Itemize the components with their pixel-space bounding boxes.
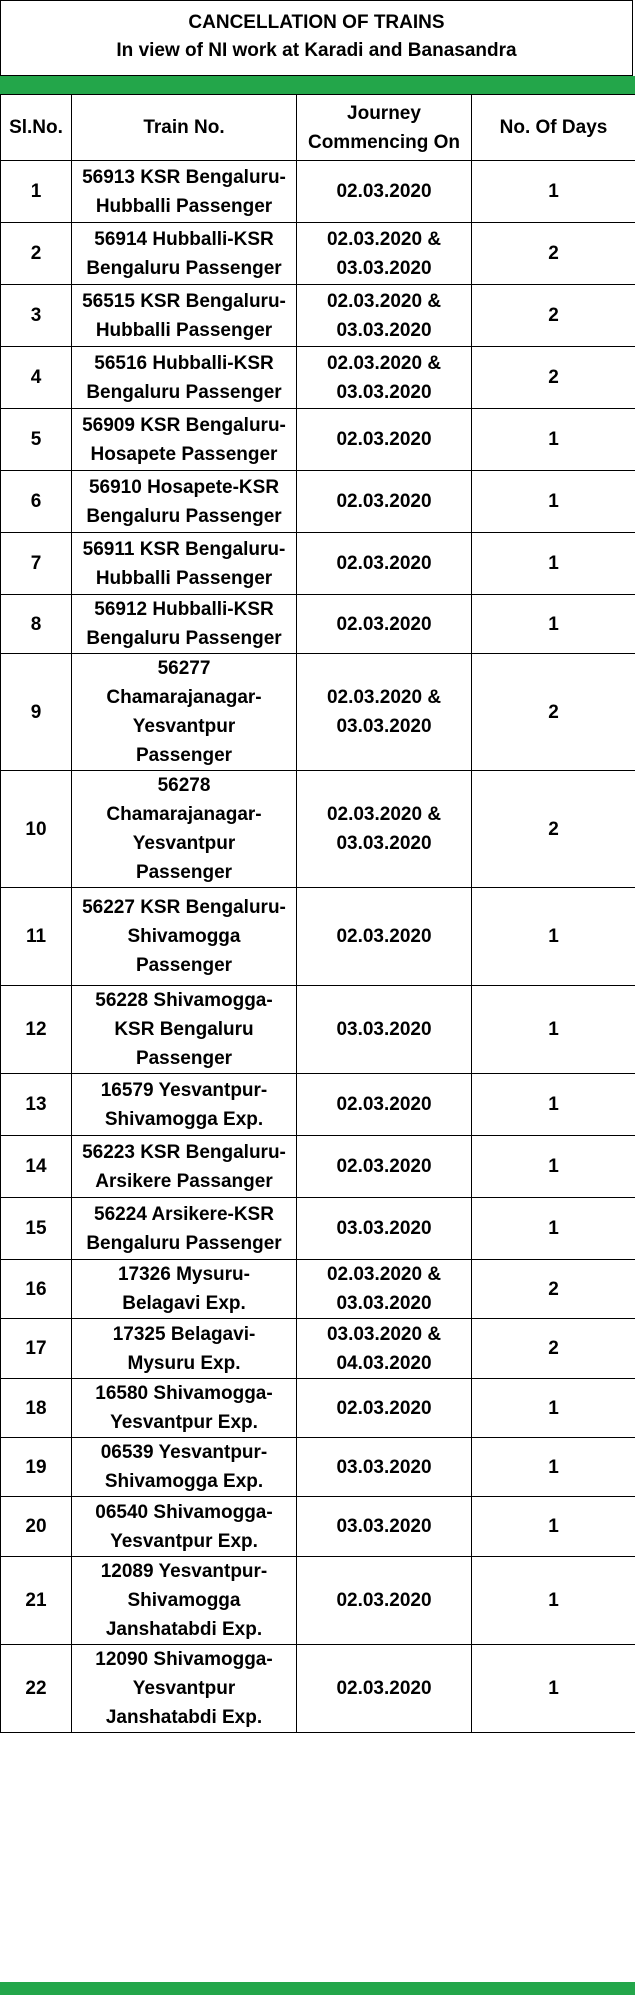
sl-no-cell: 15 bbox=[1, 1198, 72, 1260]
days-cell: 1 bbox=[472, 161, 635, 223]
days-cell: 2 bbox=[472, 285, 635, 347]
train-cell: 56224 Arsikere-KSR Bengaluru Passenger bbox=[72, 1198, 297, 1260]
days-cell: 1 bbox=[472, 1136, 635, 1198]
days-cell: 1 bbox=[472, 986, 635, 1074]
table-row bbox=[1, 654, 635, 771]
journey-date-cell: 03.03.2020 bbox=[297, 986, 472, 1074]
journey-date-cell: 02.03.2020 bbox=[297, 161, 472, 223]
sl-no-cell: 10 bbox=[1, 771, 72, 888]
sl-no-cell: 13 bbox=[1, 1074, 72, 1136]
table-row bbox=[1, 471, 635, 533]
sl-no-cell: 6 bbox=[1, 471, 72, 533]
table-row bbox=[1, 1136, 635, 1198]
sl-no-cell: 8 bbox=[1, 595, 72, 654]
table-row bbox=[1, 1198, 635, 1260]
train-cell: 56909 KSR Bengaluru- Hosapete Passenger bbox=[72, 409, 297, 471]
journey-date-cell: 02.03.2020 & 03.03.2020 bbox=[297, 285, 472, 347]
sl-no-cell: 20 bbox=[1, 1497, 72, 1557]
table-row bbox=[1, 1557, 635, 1645]
header-sl-no: Sl.No. bbox=[1, 95, 72, 161]
table-row bbox=[1, 1438, 635, 1497]
sl-no-cell: 22 bbox=[1, 1645, 72, 1733]
table-row bbox=[1, 223, 635, 285]
table-row bbox=[1, 1260, 635, 1319]
table-row bbox=[1, 1645, 635, 1733]
table-row bbox=[1, 285, 635, 347]
sl-no-cell: 12 bbox=[1, 986, 72, 1074]
journey-date-cell: 02.03.2020 bbox=[297, 533, 472, 595]
train-cell: 56910 Hosapete-KSR Bengaluru Passenger bbox=[72, 471, 297, 533]
sl-no-cell: 14 bbox=[1, 1136, 72, 1198]
table-row bbox=[1, 595, 635, 654]
table-row bbox=[1, 533, 635, 595]
train-cell: 56912 Hubballi-KSR Bengaluru Passenger bbox=[72, 595, 297, 654]
table-row bbox=[1, 347, 635, 409]
train-cell: 56223 KSR Bengaluru- Arsikere Passanger bbox=[72, 1136, 297, 1198]
sl-no-cell: 7 bbox=[1, 533, 72, 595]
train-cell: 06539 Yesvantpur- Shivamogga Exp. bbox=[72, 1438, 297, 1497]
table-row bbox=[1, 1319, 635, 1379]
table-row bbox=[1, 986, 635, 1074]
days-cell: 2 bbox=[472, 1260, 635, 1319]
days-cell: 1 bbox=[472, 409, 635, 471]
days-cell: 2 bbox=[472, 771, 635, 888]
table-row bbox=[1, 161, 635, 223]
days-cell: 1 bbox=[472, 1645, 635, 1733]
table-row bbox=[1, 1497, 635, 1557]
journey-date-cell: 02.03.2020 & 03.03.2020 bbox=[297, 1260, 472, 1319]
train-cell: 56914 Hubballi-KSR Bengaluru Passenger bbox=[72, 223, 297, 285]
days-cell: 2 bbox=[472, 223, 635, 285]
days-cell: 1 bbox=[472, 471, 635, 533]
days-cell: 2 bbox=[472, 1319, 635, 1379]
journey-date-cell: 02.03.2020 bbox=[297, 1379, 472, 1438]
days-cell: 1 bbox=[472, 1198, 635, 1260]
sl-no-cell: 18 bbox=[1, 1379, 72, 1438]
table-row bbox=[1, 888, 635, 986]
sl-no-cell: 11 bbox=[1, 888, 72, 986]
sl-no-cell: 21 bbox=[1, 1557, 72, 1645]
train-cell: 17326 Mysuru- Belagavi Exp. bbox=[72, 1260, 297, 1319]
days-cell: 1 bbox=[472, 888, 635, 986]
journey-date-cell: 02.03.2020 bbox=[297, 595, 472, 654]
sl-no-cell: 17 bbox=[1, 1319, 72, 1379]
title-box bbox=[0, 0, 633, 76]
sl-no-cell: 3 bbox=[1, 285, 72, 347]
train-cell: 56227 KSR Bengaluru- Shivamogga Passenger bbox=[72, 888, 297, 986]
title-heading: CANCELLATION OF TRAINS bbox=[188, 12, 445, 33]
train-cell: 56911 KSR Bengaluru- Hubballi Passenger bbox=[72, 533, 297, 595]
days-cell: 1 bbox=[472, 1438, 635, 1497]
journey-date-cell: 02.03.2020 & 03.03.2020 bbox=[297, 771, 472, 888]
sl-no-cell: 2 bbox=[1, 223, 72, 285]
train-cell: 16579 Yesvantpur- Shivamogga Exp. bbox=[72, 1074, 297, 1136]
train-cell: 56228 Shivamogga- KSR Bengaluru Passenger bbox=[72, 986, 297, 1074]
journey-date-cell: 02.03.2020 bbox=[297, 1074, 472, 1136]
days-cell: 1 bbox=[472, 1074, 635, 1136]
table-header-row bbox=[1, 95, 635, 161]
header-train-no: Train No. bbox=[72, 95, 297, 161]
journey-date-cell: 03.03.2020 bbox=[297, 1497, 472, 1557]
train-cell: 56516 Hubballi-KSR Bengaluru Passenger bbox=[72, 347, 297, 409]
sl-no-cell: 9 bbox=[1, 654, 72, 771]
days-cell: 1 bbox=[472, 1379, 635, 1438]
train-cell: 17325 Belagavi- Mysuru Exp. bbox=[72, 1319, 297, 1379]
table-body bbox=[1, 161, 635, 1733]
table-row bbox=[1, 771, 635, 888]
table-row bbox=[1, 1074, 635, 1136]
train-cell: 12089 Yesvantpur- Shivamogga Janshatabdi Exp. bbox=[72, 1557, 297, 1645]
journey-date-cell: 02.03.2020 bbox=[297, 1645, 472, 1733]
journey-date-cell: 03.03.2020 bbox=[297, 1438, 472, 1497]
train-cell: 56515 KSR Bengaluru- Hubballi Passenger bbox=[72, 285, 297, 347]
train-cell: 16580 Shivamogga- Yesvantpur Exp. bbox=[72, 1379, 297, 1438]
title-subheading: In view of NI work at Karadi and Banasandra bbox=[116, 40, 517, 61]
sl-no-cell: 16 bbox=[1, 1260, 72, 1319]
train-cell: 56913 KSR Bengaluru- Hubballi Passenger bbox=[72, 161, 297, 223]
header-journey-commencing: Journey Commencing On bbox=[297, 95, 472, 161]
journey-date-cell: 02.03.2020 bbox=[297, 1136, 472, 1198]
days-cell: 1 bbox=[472, 533, 635, 595]
sl-no-cell: 19 bbox=[1, 1438, 72, 1497]
table-row bbox=[1, 1379, 635, 1438]
journey-date-cell: 03.03.2020 & 04.03.2020 bbox=[297, 1319, 472, 1379]
journey-date-cell: 02.03.2020 & 03.03.2020 bbox=[297, 347, 472, 409]
sl-no-cell: 1 bbox=[1, 161, 72, 223]
table-row bbox=[1, 409, 635, 471]
days-cell: 1 bbox=[472, 595, 635, 654]
train-cell: 12090 Shivamogga- Yesvantpur Janshatabdi Exp. bbox=[72, 1645, 297, 1733]
journey-date-cell: 02.03.2020 & 03.03.2020 bbox=[297, 223, 472, 285]
days-cell: 2 bbox=[472, 347, 635, 409]
green-divider-bottom bbox=[0, 1982, 635, 1995]
days-cell: 1 bbox=[472, 1497, 635, 1557]
sl-no-cell: 5 bbox=[1, 409, 72, 471]
journey-date-cell: 02.03.2020 bbox=[297, 471, 472, 533]
green-divider-top bbox=[0, 76, 635, 94]
journey-date-cell: 02.03.2020 bbox=[297, 888, 472, 986]
days-cell: 2 bbox=[472, 654, 635, 771]
journey-date-cell: 03.03.2020 bbox=[297, 1198, 472, 1260]
train-cell: 06540 Shivamogga- Yesvantpur Exp. bbox=[72, 1497, 297, 1557]
days-cell: 1 bbox=[472, 1557, 635, 1645]
journey-date-cell: 02.03.2020 bbox=[297, 409, 472, 471]
train-cell: 56278 Chamarajanagar- Yesvantpur Passenger bbox=[72, 771, 297, 888]
journey-date-cell: 02.03.2020 & 03.03.2020 bbox=[297, 654, 472, 771]
journey-date-cell: 02.03.2020 bbox=[297, 1557, 472, 1645]
train-cell: 56277 Chamarajanagar- Yesvantpur Passenger bbox=[72, 654, 297, 771]
sl-no-cell: 4 bbox=[1, 347, 72, 409]
header-no-of-days: No. Of Days bbox=[472, 95, 635, 161]
cancellation-table bbox=[0, 94, 635, 1733]
